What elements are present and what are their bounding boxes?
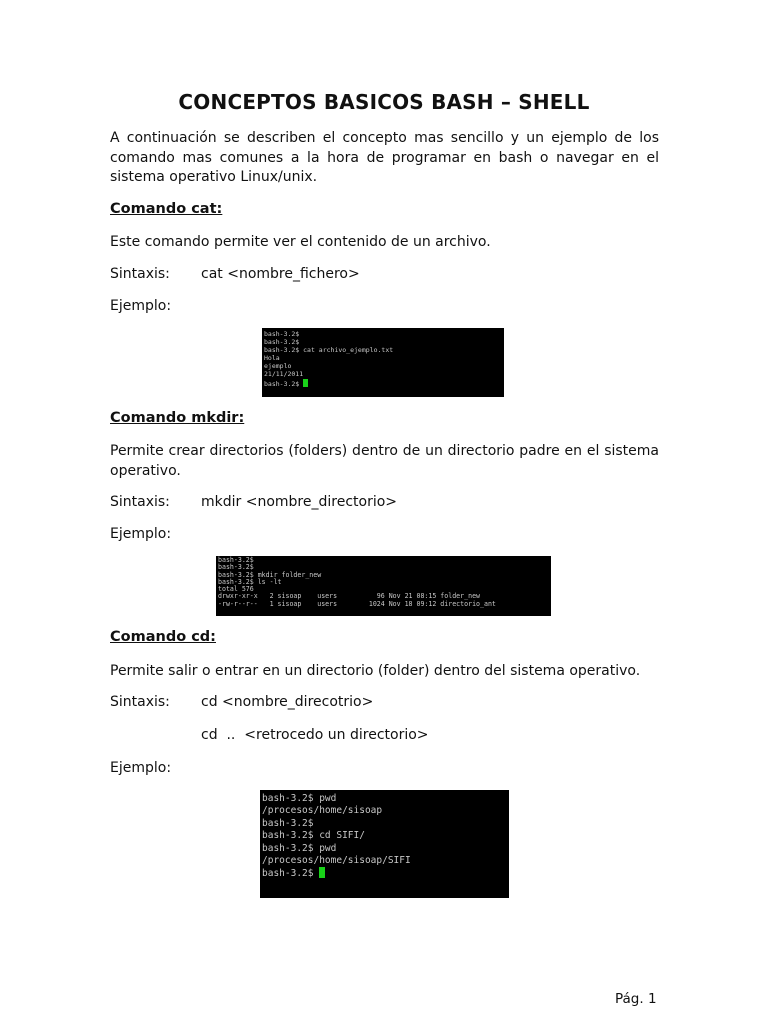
section-heading-cat: Comando cat: (110, 201, 223, 217)
section-heading-cd: Comando cd: (110, 629, 216, 645)
terminal-line: bash-3.2$ pwd (262, 842, 337, 854)
syntax-label-cat: Sintaxis: (110, 266, 170, 282)
terminal-line: drwxr-xr-x 2 sisoap users 96 Nov 21 08:15 folder_new (218, 592, 481, 601)
terminal-line: bash-3.2$ (264, 338, 300, 347)
terminal-line: bash-3.2$ (264, 330, 300, 338)
terminal-line: bash-3.2$ cd SIFI/ (262, 830, 365, 842)
terminal-prompt-line (264, 379, 504, 388)
syntax-value-cat: cat <nombre_fichero> (201, 266, 360, 282)
terminal-cursor (319, 867, 325, 878)
example-label-cd: Ejemplo: (110, 760, 172, 776)
section-description-cd: Permite salir o entrar en un directorio (folder) dentro del sistema operativo. (110, 663, 641, 679)
terminal-line: bash-3.2$ (262, 817, 314, 829)
terminal-line: bash-3.2$ (264, 379, 304, 388)
terminal-line: Hola (264, 354, 280, 363)
terminal-line: bash-3.2$ (262, 868, 320, 880)
terminal-line: /procesos/home/sisoap/SIFI (262, 855, 411, 867)
example-label-cat: Ejemplo: (110, 298, 172, 314)
page-number: Pág. 1 (615, 991, 657, 1007)
syntax-label-cd: Sintaxis: (110, 694, 170, 710)
syntax-label-mkdir: Sintaxis: (110, 494, 170, 510)
syntax-value-cd-back: cd .. <retrocedo un directorio> (201, 727, 429, 743)
terminal-line: bash-3.2$ cat archivo_ejemplo.txt (264, 346, 394, 355)
terminal-line: ejemplo (264, 362, 292, 371)
section-description-mkdir: Permite crear directorios (folders) dentro de un directorio padre en el sistema operativo. (110, 443, 659, 479)
terminal-line: bash-3.2$ pwd (262, 793, 337, 804)
example-label-mkdir: Ejemplo: (110, 526, 172, 542)
terminal-screenshot-cat (262, 328, 504, 397)
terminal-line: -rw-r--r-- 1 sisoap users 1024 Nov 18 09:12 directorio_ant (218, 599, 496, 608)
terminal-cursor (303, 379, 308, 387)
terminal-line: bash-3.2$ ls -lt (218, 577, 282, 586)
terminal-line: /procesos/home/sisoap (262, 805, 383, 817)
terminal-line: bash-3.2$ (218, 563, 254, 572)
page-title: CONCEPTOS BASICOS BASH – SHELL (178, 90, 590, 114)
syntax-value-mkdir: mkdir <nombre_directorio> (201, 494, 398, 510)
section-heading-mkdir: Comando mkdir: (110, 410, 245, 426)
terminal-line: total 576 (218, 585, 254, 594)
section-description-cat: Este comando permite ver el contenido de un archivo. (110, 234, 491, 250)
intro-paragraph: A continuación se describen el concepto mas sencillo y un ejemplo de los comando mas comunes a la hora de programar en bash o navegar en el sistema operativo Linux/unix. (110, 130, 659, 185)
terminal-line: 21/11/2011 (264, 370, 304, 379)
terminal-prompt-line (262, 867, 509, 880)
terminal-screenshot-cd (260, 790, 509, 898)
syntax-value-cd: cd <nombre_direcotrio> (201, 694, 374, 710)
terminal-line: bash-3.2$ (218, 556, 254, 564)
terminal-line: bash-3.2$ mkdir folder_new (218, 570, 322, 579)
terminal-screenshot-mkdir (216, 556, 551, 616)
